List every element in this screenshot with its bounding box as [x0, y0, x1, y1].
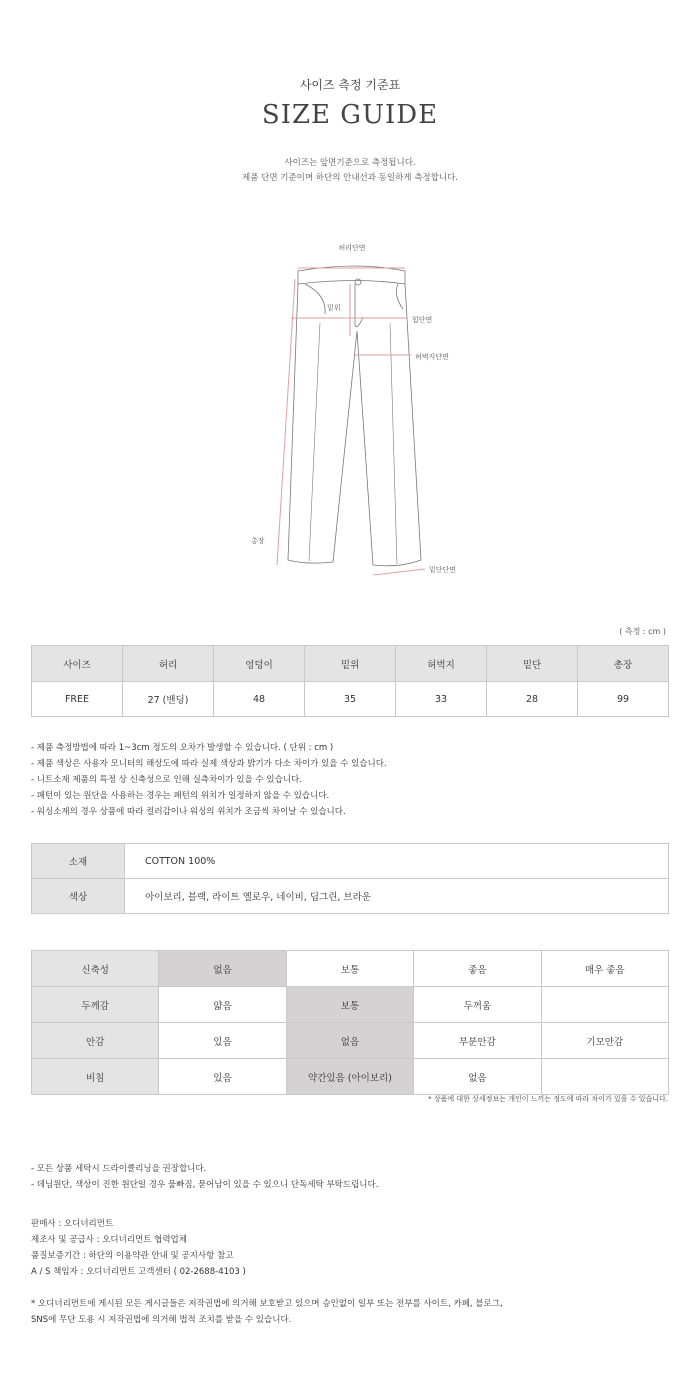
pants-measurement-diagram — [245, 235, 475, 580]
page-subtitle: 사이즈 측정 기준표 — [299, 78, 401, 92]
feel-note: * 상품에 대한 상세정보는 개인이 느끼는 정도에 따라 차이가 있을 수 있습니다. — [428, 1095, 668, 1103]
material-table — [31, 843, 669, 914]
feel-cell-selected: 없음 — [159, 951, 286, 987]
page-title: SIZE GUIDE — [261, 100, 439, 130]
feel-cell — [541, 987, 668, 1023]
pants-outline — [288, 284, 421, 566]
table-row — [32, 1023, 669, 1059]
feel-label: 두께감 — [32, 987, 159, 1023]
unit-note: ( 측정 : cm ) — [619, 627, 666, 636]
size-header-cell: 총장 — [578, 646, 669, 682]
size-header-cell: 밑위 — [305, 646, 396, 682]
feel-cell: 있음 — [159, 1059, 286, 1095]
left-crease — [309, 323, 320, 561]
size-header-cell: 허벅지 — [396, 646, 487, 682]
left-pocket — [305, 284, 325, 314]
feel-cell: 보통 — [286, 951, 413, 987]
material-label: 소재 — [32, 844, 125, 879]
feel-cell-selected: 없음 — [286, 1023, 413, 1059]
hem-measure-line — [373, 569, 425, 575]
feel-cell: 기모안감 — [541, 1023, 668, 1059]
note-line: - 제품 측정방법에 따라 1~3cm 정도의 오차가 발생할 수 있습니다. ( 단위 : cm ) — [31, 743, 334, 753]
feel-cell: 두꺼움 — [414, 987, 541, 1023]
table-row — [32, 682, 669, 717]
feel-cell-selected: 보통 — [286, 987, 413, 1023]
care-instructions — [31, 1161, 378, 1193]
feel-cell: 없음 — [414, 1059, 541, 1095]
size-cell: FREE — [32, 682, 123, 717]
note-line: - 워싱소재의 경우 상품에 따라 컬러감이나 워싱의 위치가 조금씩 차이날 수 있습니다. — [31, 807, 346, 817]
feel-label: 비침 — [32, 1059, 159, 1095]
size-header-cell: 사이즈 — [32, 646, 123, 682]
right-pocket — [396, 284, 403, 309]
copyright-line: * 오디너리먼트에 게시된 모든 게시글들은 저작권법에 의거해 보호받고 있으며 승인없이 일부 또는 전부를 사이트, 카페, 블로그, — [31, 1299, 503, 1309]
size-cell: 99 — [578, 682, 669, 717]
care-line: - 데님원단, 색상이 진한 원단일 경우 물빠짐, 묻어남이 있을 수 있으니 단독세탁 부탁드립니다. — [31, 1180, 379, 1190]
material-value: COTTON 100% — [125, 844, 669, 879]
feel-label: 안감 — [32, 1023, 159, 1059]
size-table-header — [32, 646, 669, 682]
feel-cell: 있음 — [159, 1023, 286, 1059]
feel-label: 신축성 — [32, 951, 159, 987]
intro-line: 제품 단면 기준이며 하단의 안내선과 동일하게 측정합니다. — [242, 173, 458, 183]
note-line: - 패턴이 있는 원단을 사용하는 경우는 패턴의 위치가 일정하지 않을 수 있습니다. — [31, 791, 330, 801]
table-row — [32, 987, 669, 1023]
color-value: 아이보리, 블랙, 라이트 옐로우, 네이비, 딥그린, 브라운 — [125, 879, 669, 914]
intro-line: 사이즈는 앞면기준으로 측정됩니다. — [284, 158, 416, 168]
size-cell: 28 — [487, 682, 578, 717]
size-header-cell: 허리 — [123, 646, 214, 682]
table-row — [32, 951, 669, 987]
measurement-notes — [31, 740, 387, 820]
table-row — [32, 1059, 669, 1095]
label-length: 총장 — [251, 537, 265, 545]
size-header-cell: 밑단 — [487, 646, 578, 682]
care-line: - 모든 상품 세탁시 드라이클리닝을 권장합니다. — [31, 1164, 207, 1174]
copyright-notice — [31, 1296, 503, 1328]
feel-cell-selected: 약간있음 (아이보리) — [286, 1059, 413, 1095]
color-label: 색상 — [32, 879, 125, 914]
info-line: 품질보증기간 : 하단의 이용약관 안내 및 공지사항 참고 — [31, 1251, 234, 1261]
size-table — [31, 645, 669, 717]
waist-button — [355, 279, 361, 285]
label-thigh: 허벅지단면 — [415, 353, 449, 361]
label-hem: 밑단단면 — [429, 566, 457, 574]
size-cell: 48 — [214, 682, 305, 717]
feel-cell: 좋음 — [414, 951, 541, 987]
intro-text — [0, 156, 700, 186]
size-cell: 27 (밴딩) — [123, 682, 214, 717]
feel-cell: 부분안감 — [414, 1023, 541, 1059]
label-waist: 허리단면 — [338, 244, 366, 252]
feel-cell: 매우 좋음 — [541, 951, 668, 987]
info-line: 판매사 : 오디너리먼트 — [31, 1219, 114, 1229]
table-row — [32, 879, 669, 914]
seller-info — [31, 1216, 246, 1280]
size-header-cell: 엉덩이 — [214, 646, 305, 682]
info-line: A / S 책임자 : 오디너리먼트 고객센터 ( 02-2688-4103 ) — [31, 1267, 246, 1277]
feel-cell: 얇음 — [159, 987, 286, 1023]
feel-cell — [541, 1059, 668, 1095]
table-row — [32, 844, 669, 879]
label-hip: 힙단면 — [412, 316, 433, 324]
note-line: - 니트소재 제품의 특정 상 신축성으로 인해 실측차이가 있을 수 있습니다. — [31, 775, 302, 785]
fly-line — [355, 284, 363, 327]
fabric-feel-table — [31, 950, 669, 1095]
waistband-outline — [298, 266, 405, 284]
copyright-line: SNS에 무단 도용 시 저작권법에 의거해 법적 조치를 받을 수 있습니다. — [31, 1315, 292, 1325]
label-rise: 밑위 — [327, 304, 341, 312]
size-cell: 35 — [305, 682, 396, 717]
length-measure-line — [277, 279, 295, 565]
right-crease — [390, 323, 397, 564]
size-cell: 33 — [396, 682, 487, 717]
note-line: - 제품 색상은 사용자 모니터의 해상도에 따라 실제 색상과 밝기가 다소 차이가 있을 수 있습니다. — [31, 759, 387, 769]
info-line: 제조사 및 공급사 : 오디너리먼트 협력업체 — [31, 1235, 187, 1245]
